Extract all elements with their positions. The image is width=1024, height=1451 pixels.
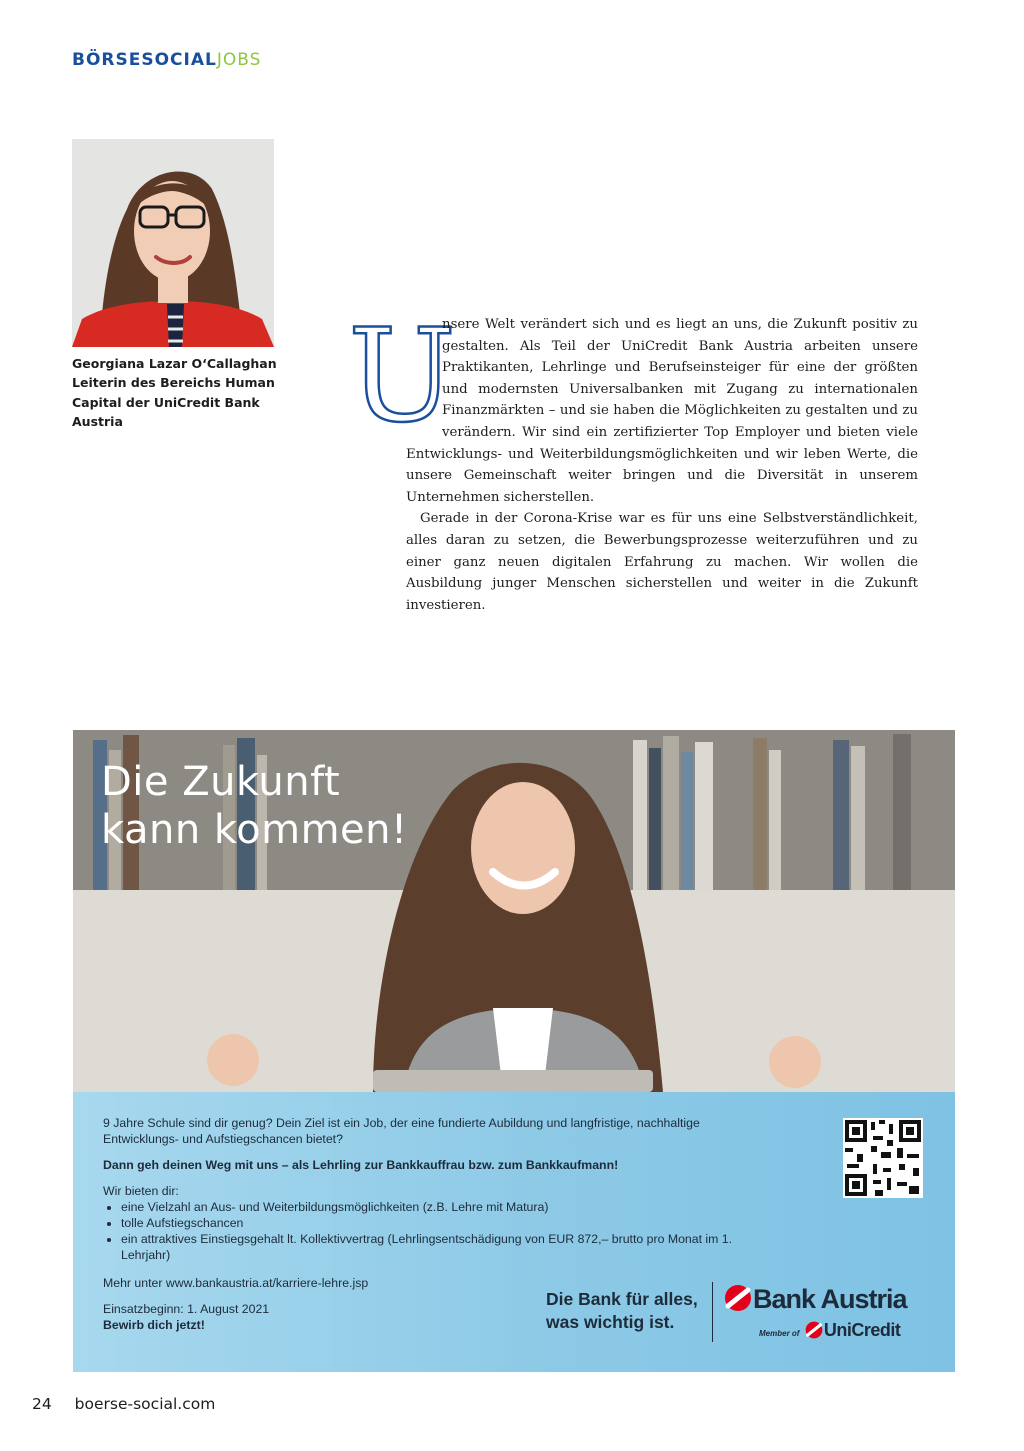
- caption-line: Leiterin des Bereichs Human: [72, 375, 275, 391]
- brand-logo-part2: JOBS: [216, 50, 262, 70]
- ad-offer-title: Wir bieten dir:: [103, 1184, 179, 1198]
- ad-headline: [101, 758, 408, 854]
- caption-line: Capital der UniCredit Bank: [72, 394, 260, 410]
- ad-offer-item: • ein attraktives Einstiegsgehalt lt. Kollektivvertrag (Lehrlingsentschädigung von EUR 872,– brutto pro Monat im 1. Lehrjahr): [121, 1231, 743, 1263]
- job-advertisement: [73, 730, 955, 1372]
- bank-austria-logo: [723, 1282, 907, 1340]
- unicredit-emblem-icon: [723, 1284, 753, 1312]
- ad-info-panel: [73, 1092, 955, 1372]
- caption-line: Georgiana Lazar O‘Callaghan: [72, 356, 277, 371]
- portrait-caption: [72, 354, 282, 431]
- ad-claim-line: was wichtig ist.: [546, 1312, 675, 1332]
- ad-start-date: Einsatzbeginn: 1. August 2021: [103, 1302, 270, 1316]
- ad-claim-line: Die Bank für alles,: [546, 1289, 698, 1309]
- member-label: Member of: [759, 1329, 800, 1338]
- ad-headline-line: Die Zukunft: [101, 759, 341, 805]
- ad-claim: [546, 1288, 698, 1334]
- ad-divider: [712, 1282, 713, 1342]
- dropcap-letter: [348, 302, 456, 451]
- bank-name: Bank Austria: [753, 1284, 907, 1314]
- brand-logo-part1: BÖRSESOCIAL: [72, 50, 217, 70]
- portrait-photo: [72, 139, 274, 347]
- page-number: 24: [32, 1395, 52, 1413]
- caption-line: Austria: [72, 413, 123, 429]
- article-paragraph-1: nsere Welt verändert sich und es liegt an uns, die Zukunft positiv zu gestalten. Als Teil der UniCredit Bank Austria arbeiten unsere Praktikanten, Lehrlinge und Berufseinsteiger für eine der größten und modernsten Universalbanken mit Zugang zu internationalen Finanzmärkten – und sie haben die Möglichkeiten zu gestalten und zu verändern. Wir sind ein zertifizierter Top Employer und bieten viele Entwicklungs- und Weiterbildungsmöglichkeiten und wir leben Werte, die unsere Gemeinschaft weiter bringen und die Diversität in unserem Unternehmen sicherstellen.: [406, 317, 918, 505]
- brand-logo: [72, 50, 261, 70]
- footer-site: boerse-social.com: [74, 1395, 216, 1413]
- ad-offer-item: • eine Vielzahl an Aus- und Weiterbildungsmöglichkeiten (z.B. Lehre mit Matura): [121, 1199, 743, 1215]
- ad-apply: Bewirb dich jetzt!: [103, 1318, 205, 1332]
- ad-offer-list: [103, 1199, 743, 1263]
- ad-call: Dann geh deinen Weg mit uns – als Lehrling zur Bankkauffrau bzw. zum Bankkaufmann!: [103, 1158, 619, 1172]
- ad-intro: 9 Jahre Schule sind dir genug? Dein Ziel ist ein Job, der eine fundierte Aubildung und langfristige, nachhaltige Entwicklungs- und Aufstiegschancen bietet?: [103, 1116, 700, 1146]
- svg-text:U: U: [348, 302, 456, 451]
- ad-offer-item: • tolle Aufstiegschancen: [121, 1215, 743, 1231]
- qr-code-icon: [843, 1118, 923, 1198]
- article-body: [348, 302, 918, 616]
- ad-more-info: Mehr unter www.bankaustria.at/karriere-lehre.jsp: [103, 1276, 369, 1290]
- ad-photo: [73, 730, 955, 1092]
- member-name: UniCredit: [823, 1320, 901, 1340]
- page-footer: [32, 1395, 215, 1413]
- article-paragraph-2: Gerade in der Corona-Krise war es für uns eine Selbstverständlichkeit, alles daran zu setzen, die Bewerbungsprozesse weiterzuführen und zu einer ganz neuen digitalen Erfahrung zu machen. Wir wollen die Ausbildung junger Menschen sicherstellen und weiter in die Zukunft investieren.: [406, 511, 918, 613]
- ad-headline-line: kann kommen!: [101, 807, 408, 853]
- bank-austria-logo-row: [723, 1282, 907, 1316]
- unicredit-emblem-small-icon: [804, 1321, 824, 1339]
- member-of-unicredit: [759, 1320, 900, 1341]
- portrait-illustration: [72, 139, 274, 347]
